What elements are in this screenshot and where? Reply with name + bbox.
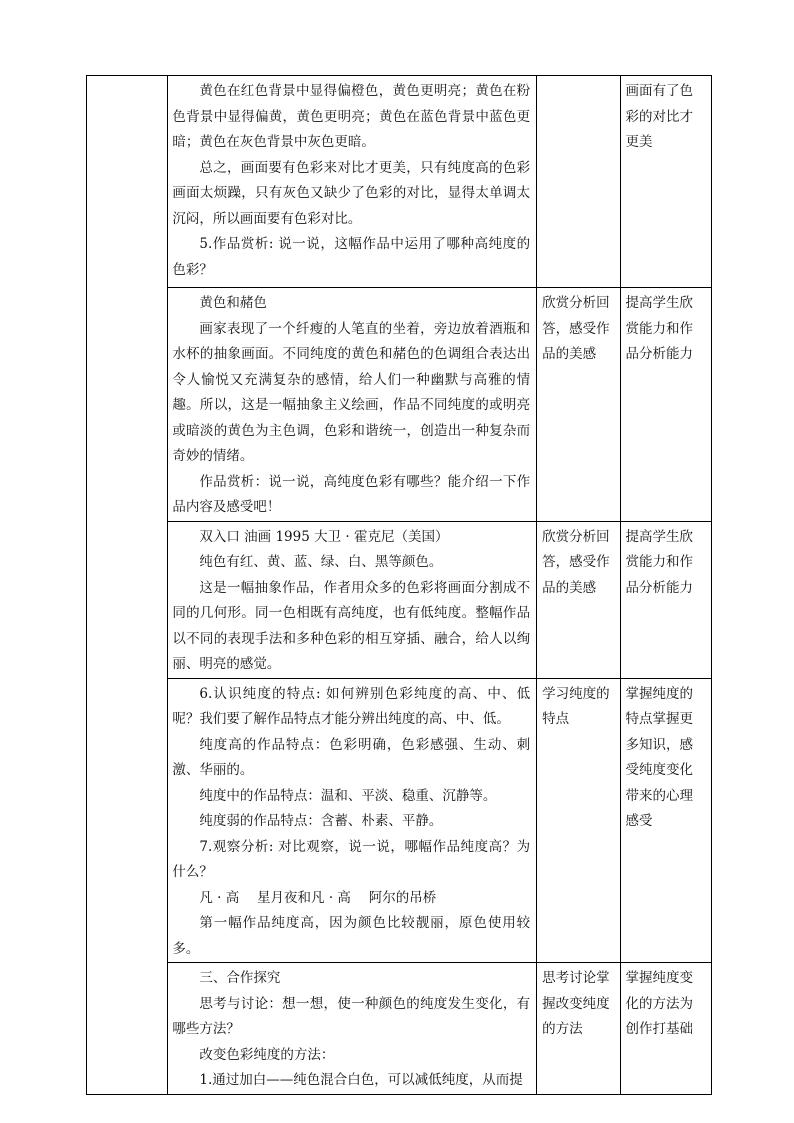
student-activity-text: 欣赏分析回答，感受作品的美感	[542, 528, 610, 596]
paragraph: 1.通过加白——纯色混合白色，可以减低纯度，从而提	[199, 1072, 523, 1088]
design-intent-cell	[620, 521, 711, 678]
student-activity-text	[537, 76, 619, 79]
paragraph: 纯色有红、黄、蓝、绿、白、黑等颜色。	[199, 554, 443, 570]
section-label-cell	[87, 76, 168, 1095]
artwork-title: 凡 · 高 星月夜和凡 · 高 阿尔的吊桥	[199, 889, 437, 906]
paragraph: 画家表现了一个纤瘦的人笔直的坐着，旁边放着酒瓶和水杯的抽象画面。不同纯度的黄色和赭色的色调组合表达出令人愉悦又充满复杂的感情，给人们一种幽默与高雅的情趣。所以，这是一幅抽象主义绘画，作品不同纯度的或明亮或暗淡的黄色为主色调，色彩和谐统一，创造出一种复杂而奇妙的情绪。	[172, 320, 531, 464]
content-cell	[168, 288, 537, 522]
table-row	[87, 76, 712, 288]
design-intent-cell	[620, 76, 711, 288]
table-row	[87, 288, 712, 522]
paragraph: 第一幅作品纯度高，因为颜色比较靓丽，原色使用较多。	[172, 915, 531, 957]
artwork-title: 双入口 油画 1995 大卫 · 霍克尼（美国）	[199, 528, 449, 545]
design-intent-text: 提高学生欣赏能力和作品分析能力	[625, 528, 694, 596]
paragraph: 5.作品赏析: 说一说，这幅作品中运用了哪种高纯度的色彩？	[172, 236, 531, 278]
paragraph: 思考与讨论：想一想，使一种颜色的纯度发生变化，有哪些方法？	[172, 995, 531, 1037]
design-intent-cell	[620, 678, 711, 963]
student-activity-text: 欣赏分析回答，感受作品的美感	[542, 295, 610, 362]
paragraph: 黄色在红色背景中显得偏橙色，黄色更明亮；黄色在粉色背景中显得偏黄，黄色更明亮；黄色在蓝色背景中蓝色更暗；黄色在灰色背景中灰色更暗。	[172, 83, 531, 150]
design-intent-text: 掌握纯度的特点掌握更多知识，感受纯度变化带来的心理感受	[625, 685, 694, 829]
paragraph: 这是一幅抽象作品，作者用众多的色彩将画面分割成不同的几何形。同一色相既有高纯度，也有低纯度。整幅作品以不同的表现手法和多种色彩的相互穿插、融合，给人以绚丽、明亮的感觉。	[172, 579, 531, 672]
paragraph: 纯度中的作品特点：温和、平淡、稳重、沉静等。	[199, 787, 497, 804]
design-intent-text: 画面有了色彩的对比才更美	[625, 83, 694, 150]
table-row	[87, 521, 712, 678]
student-activity-cell	[537, 678, 620, 963]
table-row	[87, 963, 712, 1095]
paragraph: 总之，画面要有色彩来对比才更美，只有纯度高的色彩画面太烦躁，只有灰色又缺少了色彩的对比，显得太单调太沉闷，所以画面要有色彩对比。	[172, 159, 531, 227]
design-intent-text: 提高学生欣赏能力和作品分析能力	[625, 295, 694, 362]
content-cell	[168, 76, 537, 288]
student-activity-cell	[537, 521, 620, 678]
lesson-plan-table	[86, 75, 712, 1095]
content-cell	[168, 521, 537, 678]
student-activity-cell	[537, 963, 620, 1095]
content-cell	[168, 963, 537, 1095]
design-intent-text: 掌握纯度变化的方法为创作打基础	[625, 970, 694, 1037]
student-activity-text: 思考讨论掌握改变纯度的方法	[542, 970, 610, 1037]
paragraph: 作品赏析：说一说，高纯度色彩有哪些？能介绍一下作品内容及感受吧！	[172, 473, 531, 515]
content-cell	[168, 678, 537, 963]
student-activity-cell	[537, 288, 620, 522]
paragraph: 7.观察分析: 对比观察，说一说，哪幅作品纯度高？为什么？	[172, 838, 531, 880]
artwork-title: 黄色和赭色	[199, 295, 267, 311]
student-activity-cell	[537, 76, 620, 288]
design-intent-cell	[620, 288, 711, 522]
paragraph: 6.认识纯度的特点: 如何辨别色彩纯度的高、中、低呢？我们要了解作品特点才能分辨出纯度的高、中、低。	[172, 685, 531, 727]
table-row	[87, 678, 712, 963]
section-heading: 三、合作探究	[199, 970, 281, 986]
design-intent-cell	[620, 963, 711, 1095]
student-activity-text: 学习纯度的特点	[542, 685, 610, 727]
paragraph: 改变色彩纯度的方法：	[199, 1046, 335, 1063]
paragraph: 纯度高的作品特点：色彩明确，色彩感强、生动、刺激、华丽的。	[172, 736, 531, 778]
paragraph: 纯度弱的作品特点：含蓄、朴素、平静。	[199, 813, 443, 829]
